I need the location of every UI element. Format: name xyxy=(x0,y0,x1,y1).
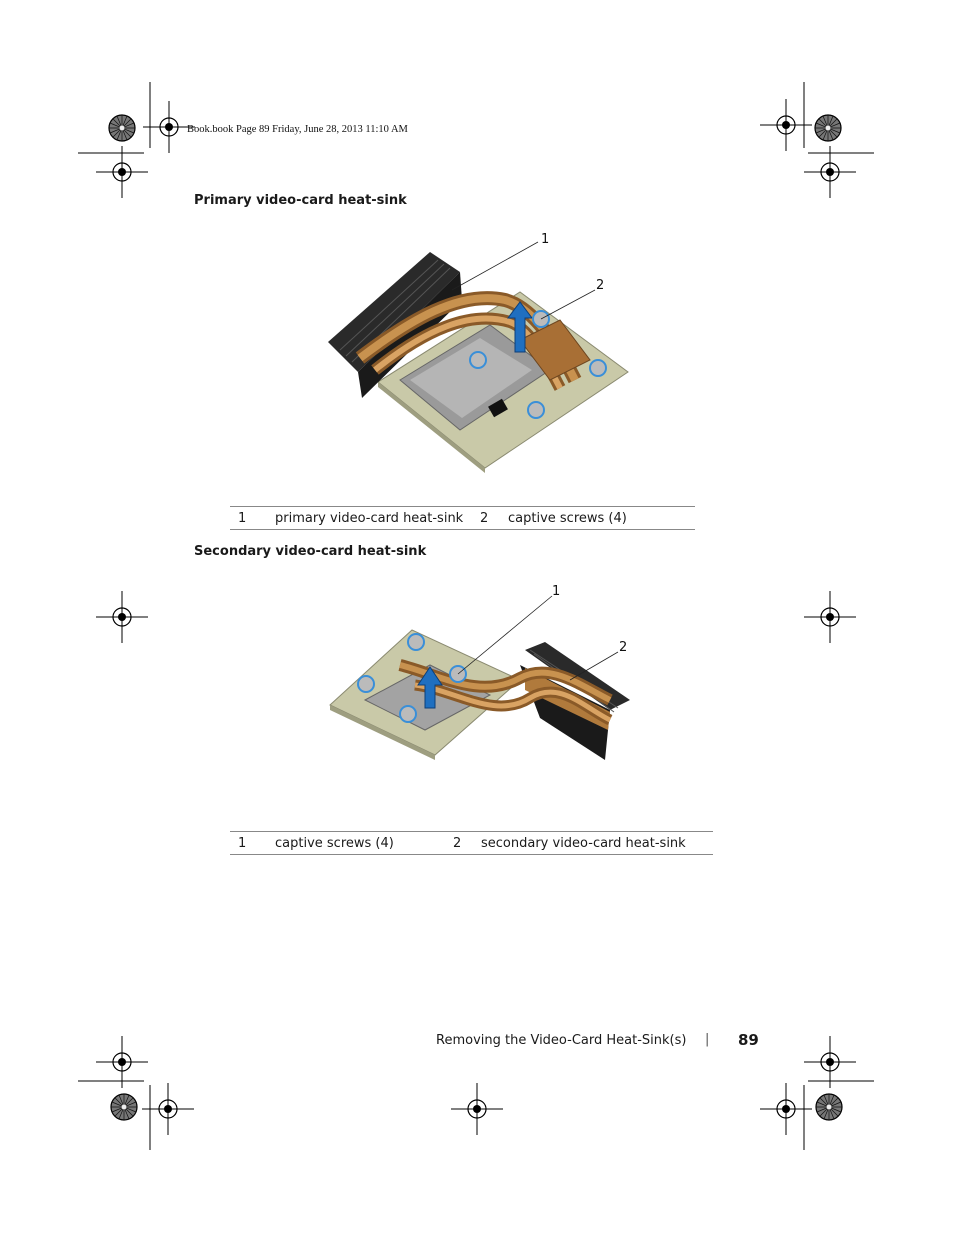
footer-separator: | xyxy=(705,1032,710,1047)
legend-table-secondary xyxy=(230,831,713,855)
color-bar-mark xyxy=(816,1094,842,1120)
page-number: 89 xyxy=(738,1031,759,1049)
section-title-secondary: Secondary video-card heat-sink xyxy=(194,544,427,559)
legend-num: 1 xyxy=(238,835,247,851)
color-bar-mark xyxy=(109,115,135,141)
callout-2-secondary: 2 xyxy=(619,640,628,655)
legend-label: primary video-card heat-sink xyxy=(275,510,464,526)
color-bar-mark xyxy=(111,1094,137,1120)
section-title-primary: Primary video-card heat-sink xyxy=(194,193,407,208)
primary-heat-sink-illustration xyxy=(320,230,650,480)
footer-chapter-title: Removing the Video-Card Heat-Sink(s) xyxy=(436,1033,687,1048)
secondary-heat-sink-illustration xyxy=(320,590,650,780)
callout-2-primary: 2 xyxy=(596,278,605,293)
legend-num: 1 xyxy=(238,510,247,526)
legend-table-primary xyxy=(230,506,695,530)
legend-num: 2 xyxy=(480,510,489,526)
running-header: Book.book Page 89 Friday, June 28, 2013 11:10 AM xyxy=(187,124,408,135)
callout-1-secondary: 1 xyxy=(552,584,561,599)
legend-row xyxy=(230,507,627,529)
callout-1-primary: 1 xyxy=(541,232,550,247)
legend-label: captive screws (4) xyxy=(508,510,627,526)
legend-row xyxy=(230,832,686,854)
color-bar-mark xyxy=(815,115,841,141)
legend-label: captive screws (4) xyxy=(275,835,394,851)
legend-num: 2 xyxy=(453,835,462,851)
legend-label: secondary video-card heat-sink xyxy=(481,835,686,851)
